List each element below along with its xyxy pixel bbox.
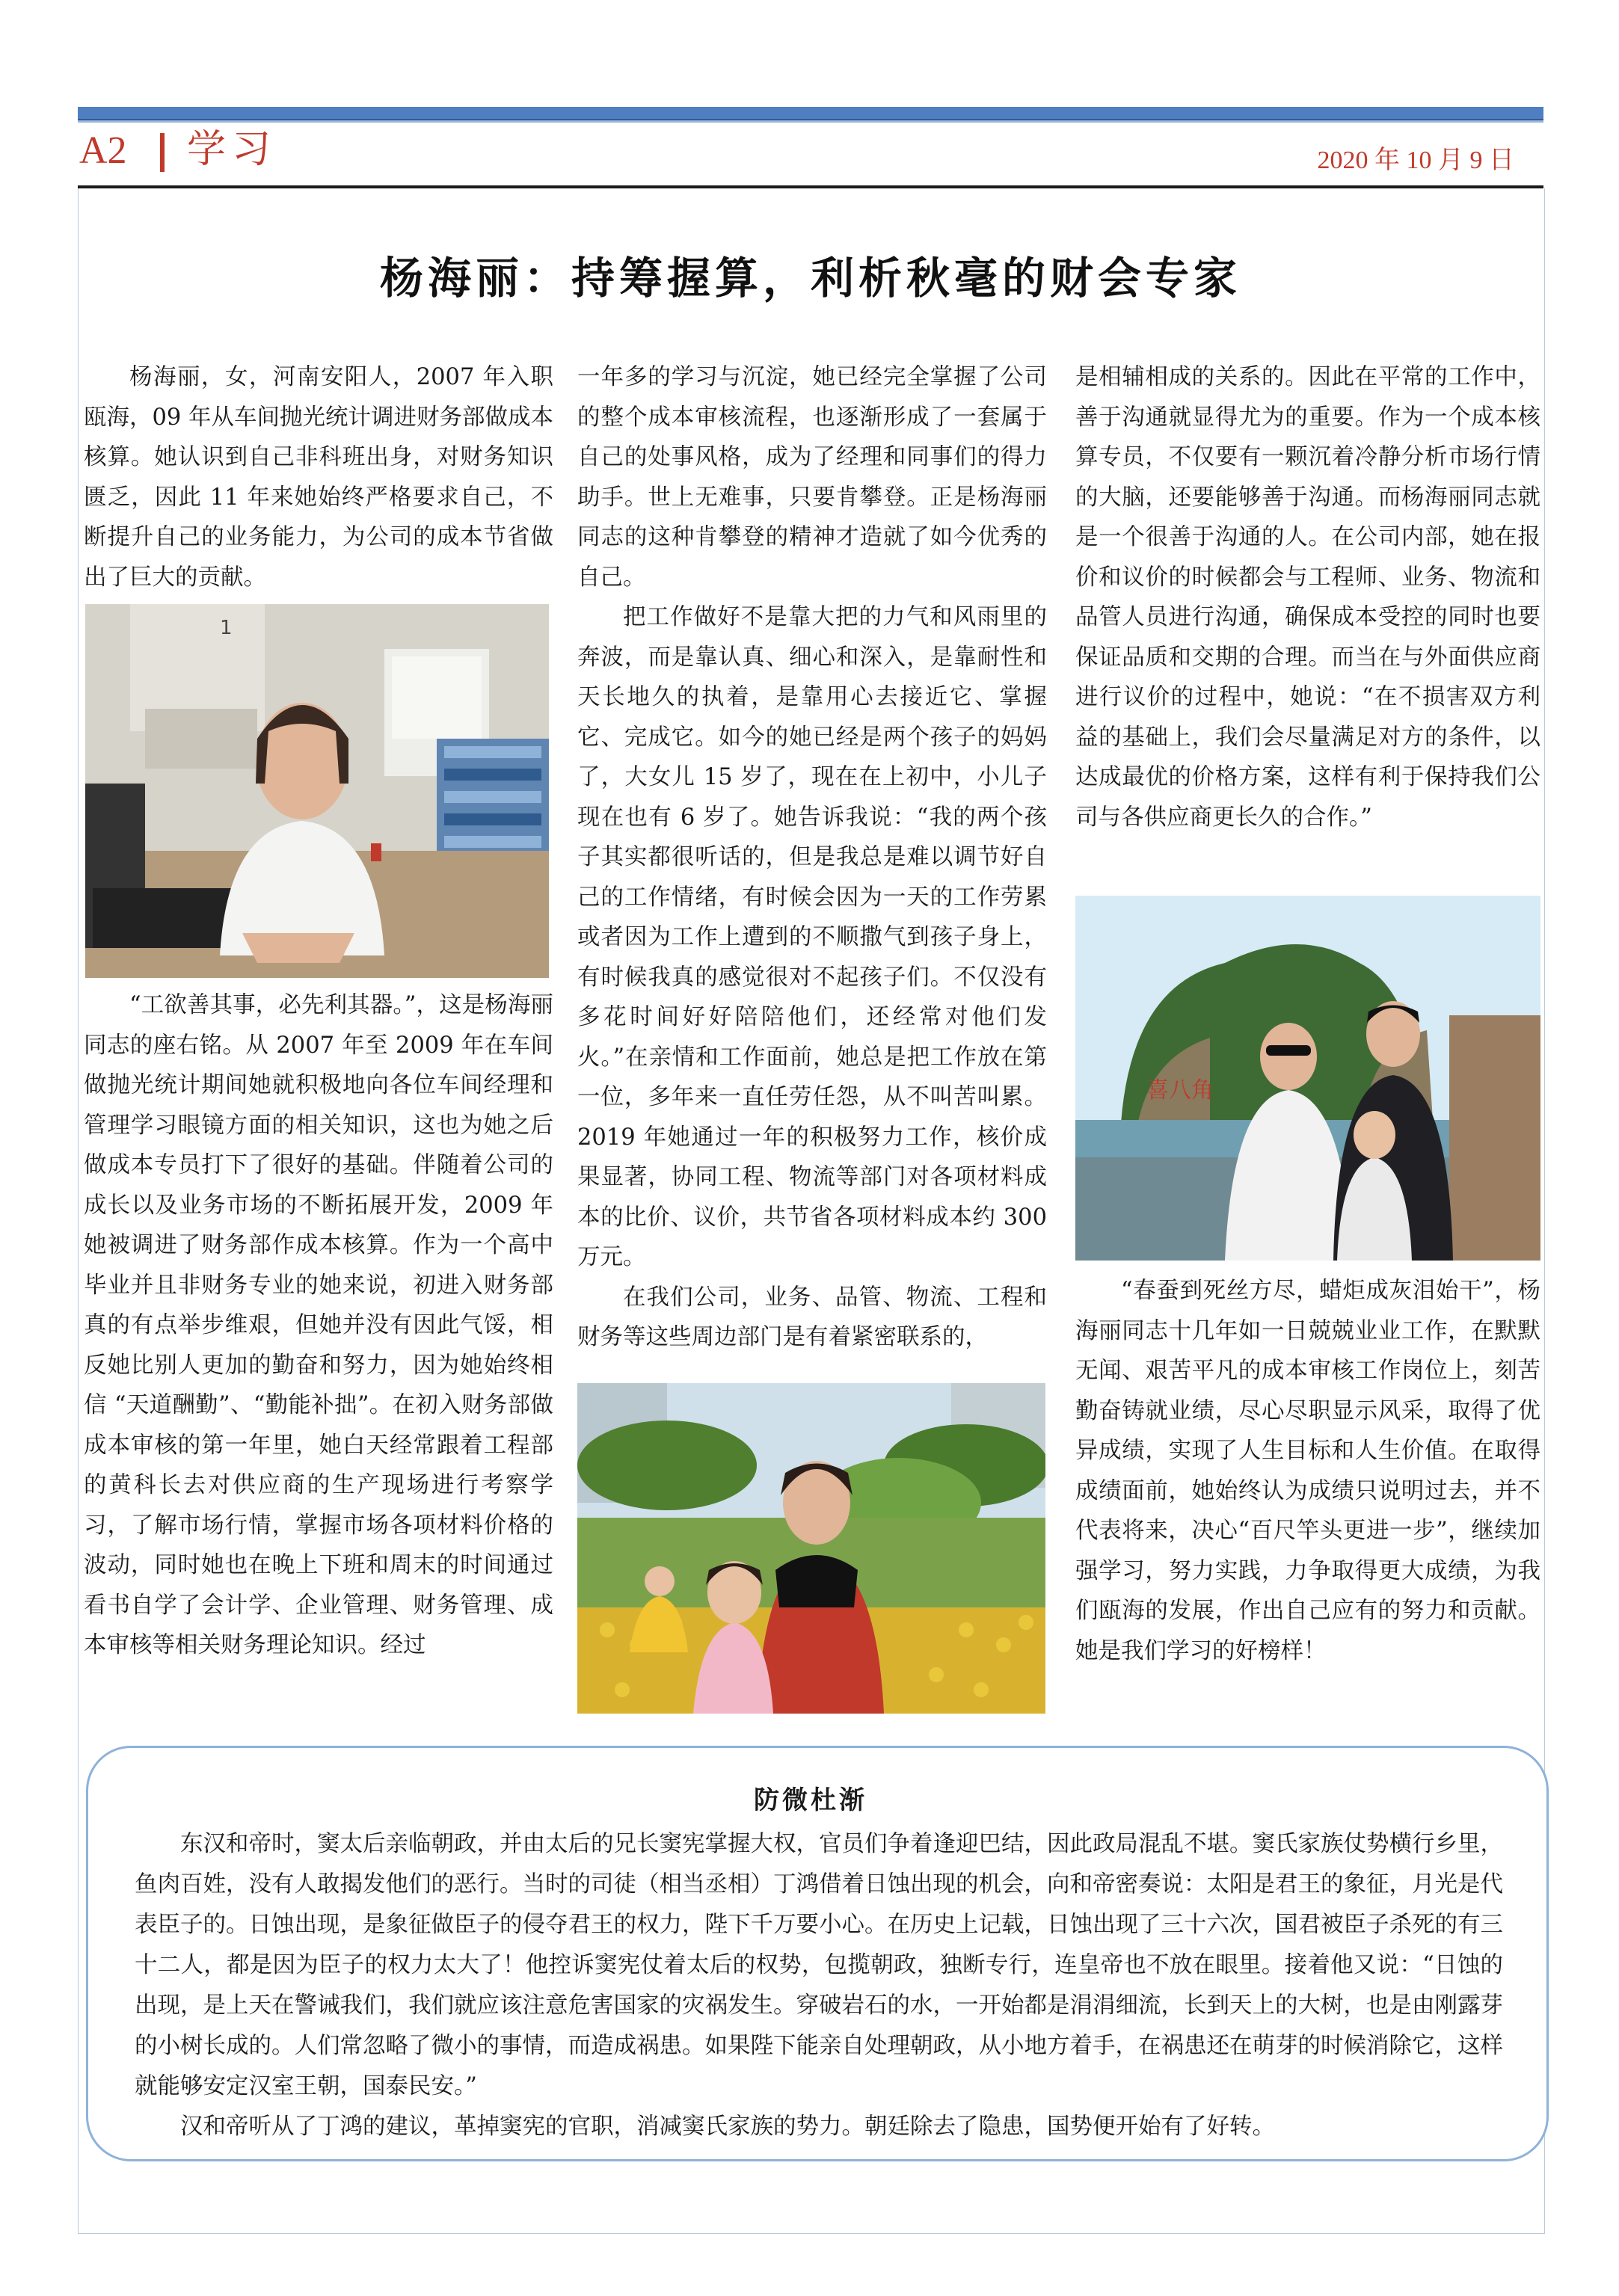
rock-sign-text: 喜八角 (1146, 1077, 1214, 1104)
seaside-family-photo (1075, 896, 1540, 1261)
paragraph: “春蚕到死丝方尽，蜡炬成灰泪始干”，杨海丽同志十几年如一日兢兢业业工作，在默默无闻、艰苦平凡的成本审核工作岗位上，刻苦勤奋铸就业绩，尽心尽职显示风采，取得了优异成绩，实现了人生目标和人生价值。在取得成绩面前，她始终认为成绩只说明过去，并不代表将来，决心“百尺竿头更进一步”，继续加强学习，努力实践，力争取得更大成绩，为我们瓯海的发展，作出自己应有的努力和贡献。她是我们学习的好榜样！ (1075, 1278, 1540, 1664)
column-2-top (577, 357, 1047, 1358)
page-number: A2 (79, 129, 127, 172)
paragraph: “工欲善其事，必先利其器。”，这是杨海丽同志的座右铭。从 2007 年至 2009 年在车间做抛光统计期间她就积极地向各位车间经理和管理学习眼镜方面的相关知识，这也为她之后做成本专员打下了很好的基础。伴随着公司的成长以及业务市场的不断拓展开发，2009 年她被调进了财务部作成本核算。作为一个高中毕业并且非财务专业的她来说，初进入财务部真的有点举步维艰，但她并没有因此气馁，相反她比别人更加的勤奋和努力，因为她始终相信 “天道酬勤”、“勤能补拙”。在初入财务部做成本审核的第一年里，她白天经常跟着工程部的黄科长去对供应商的生产现场进行考察学习，了解市场行情，掌握市场各项材料价格的波动，同时她也在晚上下班和周末的时间通过看书自学了会计学、企业管理、财务管理、成本审核等相关财务理论知识。经过 (84, 992, 553, 1658)
office-sign-text: 1 (220, 617, 233, 639)
article-title: 杨海丽：持筹握算，利析秋毫的财会专家 (379, 253, 1241, 304)
office-portrait-photo (85, 604, 549, 978)
section-name: 学习 (187, 127, 277, 172)
column-1-top (84, 357, 553, 597)
top-accent-shadow (78, 120, 1543, 123)
paragraph: 汉和帝听从了丁鸿的建议，革掉窦宪的官职，消减窦氏家族的势力。朝廷除去了隐患，国势便开始有了好转。 (180, 2114, 1275, 2140)
paragraph: 是相辅相成的关系的。因此在平常的工作中，善于沟通就显得尤为的重要。作为一个成本核算专员，不仅要有一颗沉着冷静分析市场行情的大脑，还要能够善于沟通。而杨海丽同志就是一个很善于沟通的人。在公司内部，她在报价和议价的时候都会与工程师、业务、物流和品管人员进行沟通，确保成本受控的同时也要保证品质和交期的合理。而当在与外面供应商进行议价的过程中，她说：“在不损害双方利益的基础上，我们会尽量满足对方的条件，以达成最优的价格方案，这样有利于保持我们公司与各供应商更长久的合作。” (1075, 364, 1540, 831)
idiom-story-body (135, 1824, 1503, 2147)
issue-date: 2020 年 10 月 9 日 (1317, 147, 1514, 174)
top-accent-bar (78, 107, 1543, 120)
column-3-top (1075, 357, 1540, 837)
paragraph: 把工作做好不是靠大把的力气和风雨里的奔波，而是靠认真、细心和深入，是靠耐性和天长地久的执着，是靠用心去接近它、掌握它、完成它。如今的她已经是两个孩子的妈妈了，大女儿 15 岁了，现在在上初中，小儿子现在也有 6 岁了。她告诉我说：“我的两个孩子其实都很听话的，但是我总是难以调节好自己的工作情绪，有时候会因为一天的工作劳累或者因为工作上遭到的不顺撒气到孩子身上，有时候我真的感觉很对不起孩子们。不仅没有多花时间好好陪陪他们，还经常对他们发火。”在亲情和工作面前，她总是把工作放在第一位，多年来一直任劳任怨，从不叫苦叫累。2019 年她通过一年的积极努力工作，核价成果显著，协同工程、物流等部门对各项材料成本的比价、议价，共节省各项材料成本约 300 万元。 (577, 604, 1047, 1270)
paragraph: 一年多的学习与沉淀，她已经完全掌握了公司的整个成本审核流程，也逐渐形成了一套属于自己的处事风格，成为了经理和同事们的得力助手。世上无难事，只要肯攀登。正是杨海丽同志的这种肯攀登的精神才造就了如今优秀的自己。 (577, 364, 1047, 591)
idiom-story-title: 防微杜渐 (754, 1785, 867, 1815)
header-separator (160, 133, 165, 172)
paragraph: 杨海丽，女，河南安阳人，2007 年入职瓯海，09 年从车间抛光统计调进财务部做成本核算。她认识到自己非科班出身，对财务知识匮乏，因此 11 年来她始终严格要求自己，不断提升自己的业务能力，为公司的成本节省做出了巨大的贡献。 (84, 364, 554, 591)
column-3-bottom (1075, 1271, 1540, 1671)
column-1-bottom (84, 985, 553, 1666)
paragraph: 在我们公司，业务、品管、物流、工程和财务等这些周边部门是有着紧密联系的， (577, 1284, 1047, 1350)
paragraph: 东汉和帝时，窦太后亲临朝政，并由太后的兄长窦宪掌握大权，官员们争着逢迎巴结，因此政局混乱不堪。窦氏家族仗势横行乡里，鱼肉百姓，没有人敢揭发他们的恶行。当时的司徒（相当丞相）丁鸿借着日蚀出现的机会，向和帝密奏说：太阳是君王的象征，月光是代表臣子的。日蚀出现，是象征做臣子的侵夺君王的权力，陛下千万要小心。在历史上记载，日蚀出现了三十六次，国君被臣子杀死的有三十二人，都是因为臣子的权力太大了！他控诉窦宪仗着太后的权势，包揽朝政，独断专行，连皇帝也不放在眼里。接着他又说：“日蚀的出现，是上天在警诫我们，我们就应该注意危害国家的灾祸发生。穿破岩石的水，一开始都是涓涓细流，长到天上的大树，也是由刚露芽的小树长成的。人们常忽略了微小的事情，而造成祸患。如果陛下能亲自处理朝政，从小地方着手，在祸患还在萌芽的时候消除它，这样就能够安定汉室王朝，国泰民安。” (135, 1831, 1503, 2099)
park-family-photo (577, 1383, 1045, 1714)
